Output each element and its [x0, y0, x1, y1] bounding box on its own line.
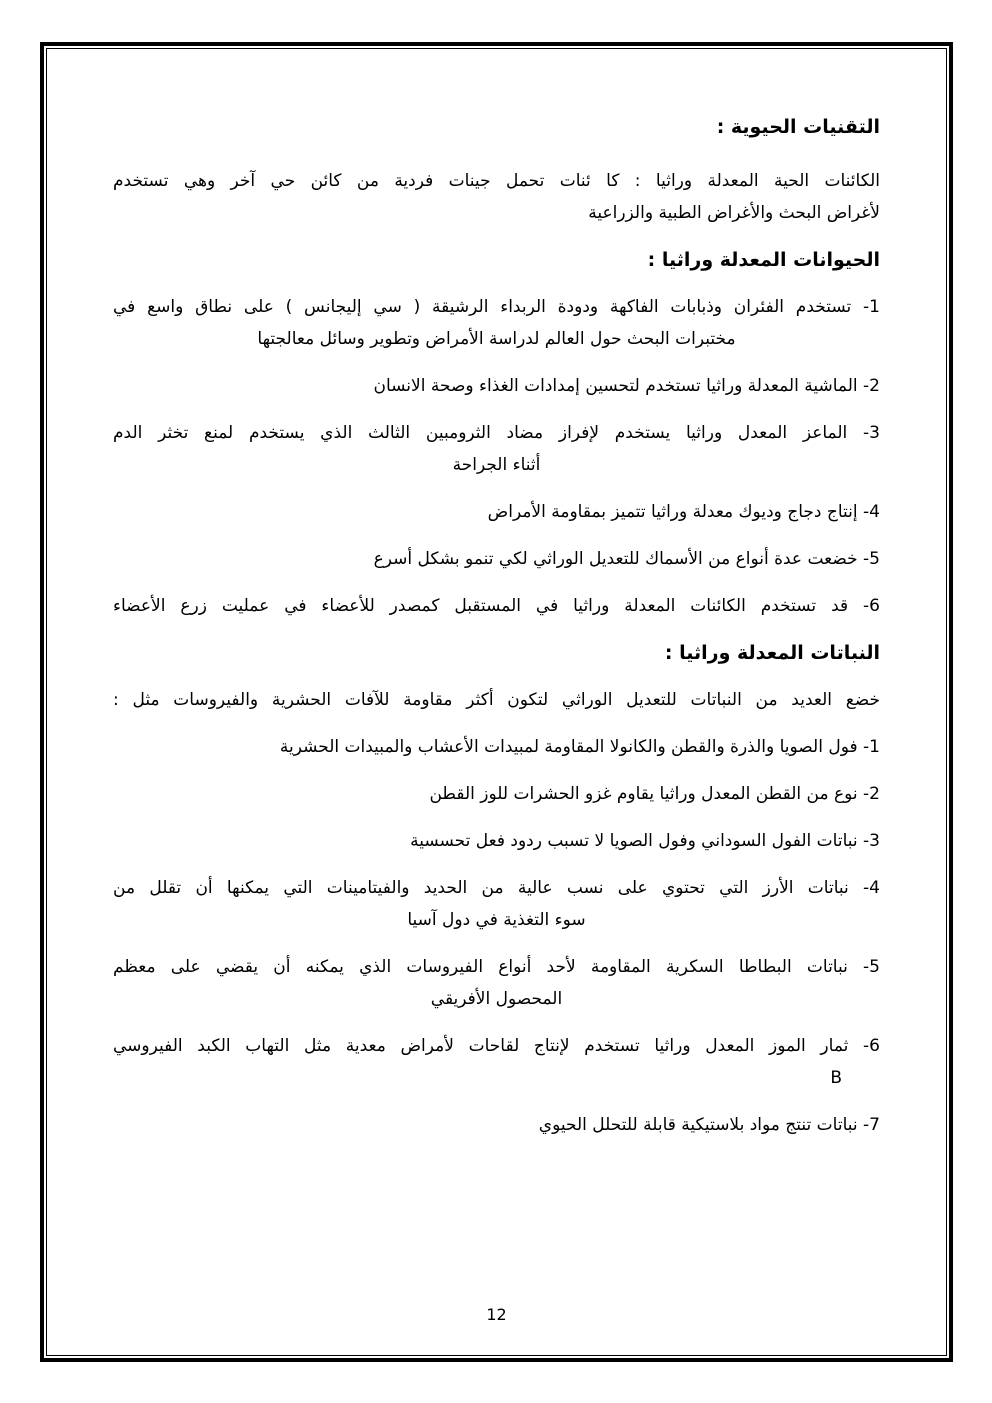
text-line: مختبرات البحث حول العالم لدراسة الأمراض وتطوير وسائل معالجتها	[257, 329, 736, 349]
list-item-plants-7	[113, 1109, 880, 1141]
text-line: 7- نباتات تنتج مواد بلاستيكية قابلة للتحلل الحيوي	[538, 1115, 880, 1135]
list-item-plants-1	[113, 731, 880, 763]
heading-biotechnologies: التقنيات الحيوية :	[716, 116, 880, 138]
heading-gmo-plants: النباتات المعدلة وراثيا :	[664, 642, 880, 664]
text-line: B	[830, 1068, 842, 1088]
list-item-plants-6	[113, 1030, 880, 1094]
text-line: 4- نباتات الأرز التي تحتوي على نسب عالية من الحديد والفيتامينات التي يمكنها أن تقلل من	[113, 878, 880, 898]
text-line: خضع العديد من النباتات للتعديل الوراثي لتكون أكثر مقاومة للآفات الحشرية والفيروسات مثل :	[113, 690, 880, 710]
text-line: لأغراض البحث والأغراض الطبية والزراعية	[588, 203, 880, 223]
list-item-animals-3	[113, 417, 880, 481]
text-line: أثناء الجراحة	[452, 455, 541, 475]
text-line: 3- الماعز المعدل وراثيا يستخدم لإفراز مضاد الثرومبين الثالث الذي يستخدم لمنع تخثر الدم	[113, 423, 880, 443]
list-item-animals-5	[113, 543, 880, 575]
list-item-animals-6	[113, 590, 880, 622]
list-item-plants-5	[113, 951, 880, 1015]
list-item-animals-1	[113, 291, 880, 355]
paragraph-gmo-definition	[113, 165, 880, 229]
paragraph-plants-intro	[113, 684, 880, 716]
text-line: 1- فول الصويا والذرة والقطن والكانولا المقاومة لمبيدات الأعشاب والمبيدات الحشرية	[279, 737, 880, 757]
text-line: الكائنات الحية المعدلة وراثيا : كا ئنات تحمل جينات فردية من كائن حي آخر وهي تستخدم	[113, 171, 880, 191]
page-number: 12	[486, 1305, 507, 1324]
text-line: 6- ثمار الموز المعدل وراثيا تستخدم لإنتاج لقاحات لأمراض معدية مثل التهاب الكبد الفيروسي	[113, 1036, 880, 1056]
list-item-plants-4	[113, 872, 880, 936]
text-line: 5- نباتات البطاطا السكرية المقاومة لأحد أنواع الفيروسات الذي يمكنه أن يقضي على معظم	[113, 957, 880, 977]
text-line: 2- نوع من القطن المعدل وراثيا يقاوم غزو الحشرات للوز القطن	[429, 784, 880, 804]
page-border-frame	[40, 42, 953, 1362]
text-line: 5- خضعت عدة أنواع من الأسماك للتعديل الوراثي لكي تنمو بشكل أسرع	[373, 549, 880, 569]
list-item-animals-2	[113, 370, 880, 402]
page-border-inner	[46, 48, 947, 1356]
list-item-plants-2	[113, 778, 880, 810]
list-item-animals-4	[113, 496, 880, 528]
heading-gmo-animals: الحيوانات المعدلة وراثيا :	[647, 249, 880, 271]
text-line: 6- قد تستخدم الكائنات المعدلة وراثيا في المستقبل كمصدر للأعضاء في عمليت زرع الأعضاء	[113, 596, 880, 616]
text-line: 2- الماشية المعدلة وراثيا تستخدم لتحسين إمدادات الغذاء وصحة الانسان	[373, 376, 880, 396]
text-line: سوء التغذية في دول آسيا	[407, 910, 586, 930]
text-line: المحصول الأفريقي	[430, 989, 563, 1009]
text-line: 1- تستخدم الفئران وذبابات الفاكهة ودودة الربداء الرشيقة ( سي إليجانس ) على نطاق واسع في	[113, 297, 880, 317]
text-line: 4- إنتاج دجاج وديوك معدلة وراثيا تتميز بمقاومة الأمراض	[487, 502, 880, 522]
list-item-plants-3	[113, 825, 880, 857]
document-content	[47, 49, 946, 1156]
text-line: 3- نباتات الفول السوداني وفول الصويا لا تسبب ردود فعل تحسسية	[410, 831, 880, 851]
